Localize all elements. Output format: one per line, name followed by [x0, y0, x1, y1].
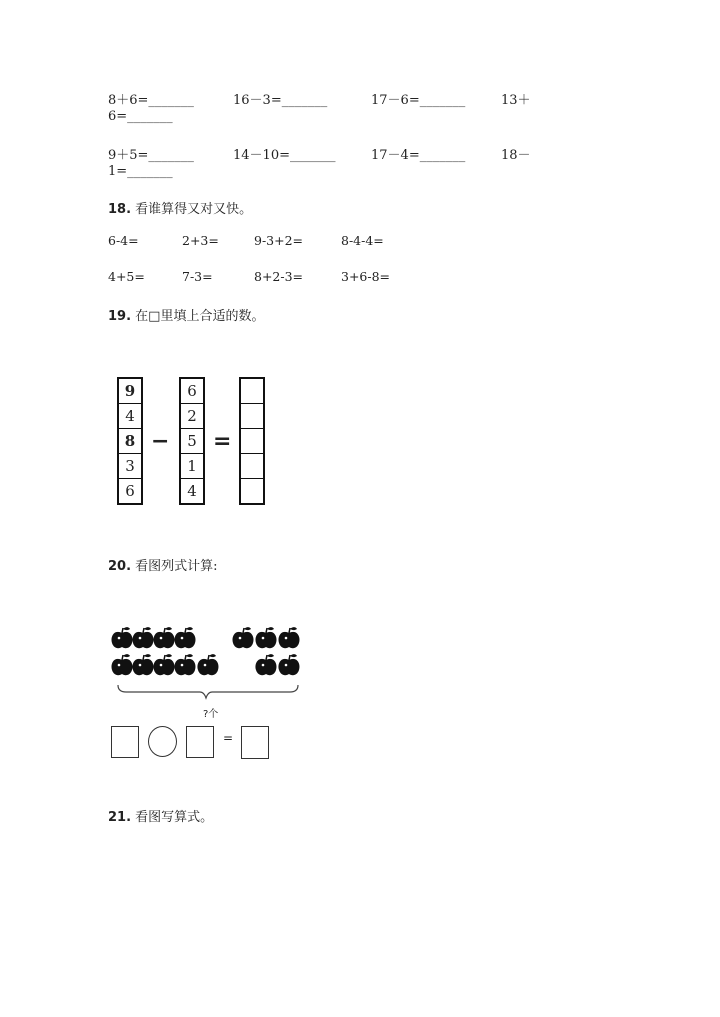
q18-heading [108, 198, 252, 217]
q17-item-1: 8＋6=_______ [108, 93, 194, 108]
subtrahend-digit: 1 [181, 453, 203, 478]
q18-calc-2: 2+3= [182, 233, 219, 248]
q18-calc-1: 6-4= [108, 233, 139, 248]
q17-item-7: 17－4=_______ [371, 148, 466, 163]
q17-item-4-end: 6=_______ [108, 109, 173, 124]
answer-cell[interactable] [241, 478, 263, 503]
q21-heading [108, 806, 213, 825]
apple-icon [111, 654, 132, 675]
minuend-digit: 4 [119, 403, 141, 428]
apple-icon-group-left-bottom [111, 654, 218, 675]
q17-item-4-start: 13＋ [501, 93, 531, 108]
q19-text: 在□里填上合适的数。 [135, 309, 265, 324]
q17-item-8-start: 18－ [501, 148, 531, 163]
answer-cell[interactable] [241, 428, 263, 453]
apple-icon [111, 627, 132, 648]
q20-number: 20. [108, 559, 132, 574]
minuend-digit: 6 [119, 478, 141, 503]
operator-circle[interactable] [148, 726, 177, 757]
q17-item-5: 9＋5=_______ [108, 148, 194, 163]
q20-text: 看图列式计算: [135, 559, 218, 574]
apple-icon [174, 627, 195, 648]
apple-icon [255, 627, 276, 648]
minus-sign: − [151, 429, 170, 454]
q18-calc-7: 8+2-3= [254, 269, 304, 284]
minuend-digit: 8 [119, 428, 141, 453]
apple-icon [132, 627, 153, 648]
minuend-digit: 3 [119, 453, 141, 478]
apple-icon [255, 654, 276, 675]
apple-icon [153, 627, 174, 648]
subtrahend-digit: 2 [181, 403, 203, 428]
equals-label: = [223, 731, 234, 745]
q17-item-6: 14－10=_______ [233, 148, 336, 163]
apple-icon [153, 654, 174, 675]
question-mark-label: ?个 [203, 709, 219, 720]
answer-cell[interactable] [241, 453, 263, 478]
q17-item-3: 17－6=_______ [371, 93, 466, 108]
answer-cell[interactable] [241, 403, 263, 428]
q21-number: 21. [108, 810, 132, 825]
answer-column [239, 377, 265, 505]
q17-item-2: 16－3=_______ [233, 93, 328, 108]
brace [118, 685, 298, 698]
apple-icon-group-right-bottom [255, 654, 299, 675]
apple-icon-group-right-top [232, 627, 299, 648]
apple-icon-group-left-top [111, 627, 195, 648]
q18-calc-5: 4+5= [108, 269, 145, 284]
q18-calc-3: 9-3+2= [254, 233, 304, 248]
q19-number: 19. [108, 309, 132, 324]
q19-heading [108, 305, 264, 324]
q17-item-8-end: 1=_______ [108, 164, 173, 179]
answer-cell[interactable] [241, 379, 263, 403]
apple-icon [132, 654, 153, 675]
apple-icon [232, 627, 253, 648]
q21-text: 看图写算式。 [135, 810, 214, 825]
subtrahend-column [179, 377, 205, 505]
subtrahend-digit: 5 [181, 428, 203, 453]
subtrahend-digit: 6 [187, 382, 197, 400]
q18-calc-6: 7-3= [182, 269, 213, 284]
answer-box-2[interactable] [186, 726, 214, 758]
answer-box-result[interactable] [241, 726, 269, 759]
q18-text: 看谁算得又对又快。 [135, 202, 253, 217]
minuend-column [117, 377, 143, 505]
equals-sign: = [213, 429, 232, 454]
subtrahend-digit: 4 [181, 478, 203, 503]
q20-heading [108, 555, 218, 574]
apple-icon [278, 627, 299, 648]
apple-icon [278, 654, 299, 675]
minuend-digit: 9 [124, 382, 136, 400]
apple-icon [174, 654, 195, 675]
apple-icon [197, 654, 218, 675]
answer-box-1[interactable] [111, 726, 139, 758]
q18-calc-4: 8-4-4= [341, 233, 384, 248]
q18-calc-8: 3+6-8= [341, 269, 391, 284]
q18-number: 18. [108, 202, 132, 217]
